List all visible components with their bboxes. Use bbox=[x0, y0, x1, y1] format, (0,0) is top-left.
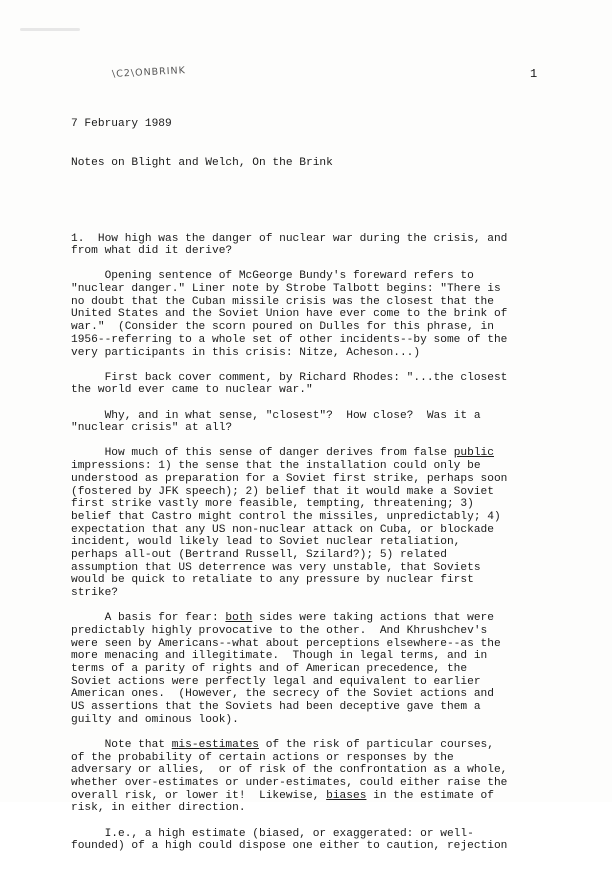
text-line: terms of a parity of rights and of American precedence, the bbox=[71, 662, 468, 675]
text-line: "nuclear danger." Liner note by Strobe Talbott begins: "There is bbox=[71, 283, 501, 296]
text-line: How much of this sense of danger derives from false public bbox=[71, 447, 494, 460]
scan-smudge bbox=[20, 28, 80, 31]
text-line: "nuclear crisis" at all? bbox=[71, 422, 233, 435]
text-line: founded) of a high could dispose one either to caution, rejection bbox=[71, 840, 508, 853]
paragraph bbox=[71, 739, 571, 815]
paragraph bbox=[71, 270, 571, 359]
text-line: Note that mis-estimates of the risk of particular courses, bbox=[71, 738, 494, 751]
text-line: 1. How high was the danger of nuclear war during the crisis, and bbox=[71, 232, 508, 245]
text-line: US assertions that the Soviets had been deceptive gave them a bbox=[71, 701, 481, 713]
underlined-word: mis-estimates bbox=[171, 738, 259, 751]
text-line: understood as preparation for a Soviet first strike, perhaps soon bbox=[71, 472, 508, 485]
text-line: belief that Castro might control the missiles, unpredictably; 4) bbox=[71, 510, 501, 523]
text-line: guilty and ominous look). bbox=[71, 713, 239, 726]
document-body bbox=[71, 93, 571, 878]
text-line: predictably highly provocative to the other. And Khrushchev's bbox=[71, 624, 488, 637]
text-line: perhaps all-out (Bertrand Russell, Szilard?); 5) related bbox=[71, 548, 447, 561]
text-line: expectation that any US non-nuclear attack on Cuba, or blockade bbox=[71, 523, 494, 536]
text-line: (fostered by JFK speech); 2) belief that it would make a Soviet bbox=[71, 485, 494, 498]
text-line: the world ever came to nuclear war." bbox=[71, 384, 313, 397]
text-line: strike? bbox=[71, 587, 118, 599]
header-title: Notes on Blight and Welch, On the Brink bbox=[71, 156, 333, 169]
underlined-word: both bbox=[225, 612, 253, 625]
text-line: I.e., a high estimate (biased, or exaggerated: or well- bbox=[71, 827, 474, 840]
paragraph bbox=[71, 612, 571, 726]
text-line: were seen by Americans--what about perceptions elsewhere--as the bbox=[71, 637, 501, 650]
underlined-word: public bbox=[453, 447, 494, 460]
text-line: risk, in either direction. bbox=[71, 802, 246, 815]
text-line: United States and the Soviet Union have ever come to the brink of bbox=[71, 308, 508, 321]
paragraphs bbox=[71, 233, 571, 853]
text-line: incident, would likely lead to Soviet nuclear retaliation, bbox=[71, 536, 461, 549]
handwritten-file-label: \C2\ONBRINK bbox=[111, 65, 187, 80]
text-line: first strike vastly more feasible, tempting, threatening; 3) bbox=[71, 498, 474, 511]
text-line: war." (Consider the scorn poured on Dulles for this phrase, in bbox=[71, 321, 494, 334]
text-line: A basis for fear: both sides were taking actions that were bbox=[71, 612, 494, 625]
text-line: assumption that US deterrence was very unstable, that Soviets bbox=[71, 561, 481, 574]
text-line: of the probability of certain actions or responses by the bbox=[71, 751, 454, 764]
text-line: very participants in this crisis: Nitze, Acheson...) bbox=[71, 346, 421, 359]
text-line: 1956--referring to a whole set of other incidents--by some of the bbox=[71, 333, 508, 346]
text-line: Soviet actions were perfectly legal and equivalent to earlier bbox=[71, 675, 481, 688]
text-line: whether over-estimates or under-estimates, could either raise the bbox=[71, 776, 508, 789]
text-line: would be quick to retaliate to any pressure by nuclear first bbox=[71, 574, 474, 587]
text-line: no doubt that the Cuban missile crisis was the closest that the bbox=[71, 295, 494, 308]
text-line: from what did it derive? bbox=[71, 245, 233, 258]
text-line: overall risk, or lower it! Likewise, biases in the estimate of bbox=[71, 789, 494, 802]
text-line: Why, and in what sense, "closest"? How close? Was it a bbox=[71, 409, 481, 422]
text-line: impressions: 1) the sense that the installation could only be bbox=[71, 460, 481, 473]
paragraph bbox=[71, 447, 571, 599]
page-number: 1 bbox=[530, 67, 538, 81]
paragraph bbox=[71, 828, 571, 853]
text-line: First back cover comment, by Richard Rhodes: "...the closest bbox=[71, 371, 508, 384]
header-date: 7 February 1989 bbox=[71, 118, 172, 131]
text-line: adversary or allies, or of risk of the confrontation as a whole, bbox=[71, 764, 508, 777]
underlined-word: biases bbox=[326, 789, 367, 802]
text-line: more menacing and illegitimate. Though in legal terms, and in bbox=[71, 650, 488, 663]
paragraph bbox=[71, 372, 571, 397]
paragraph bbox=[71, 410, 571, 435]
text-line: American ones. (However, the secrecy of the Soviet actions and bbox=[71, 688, 494, 701]
paragraph bbox=[71, 233, 571, 258]
text-line: Opening sentence of McGeorge Bundy's foreward refers to bbox=[71, 270, 474, 283]
